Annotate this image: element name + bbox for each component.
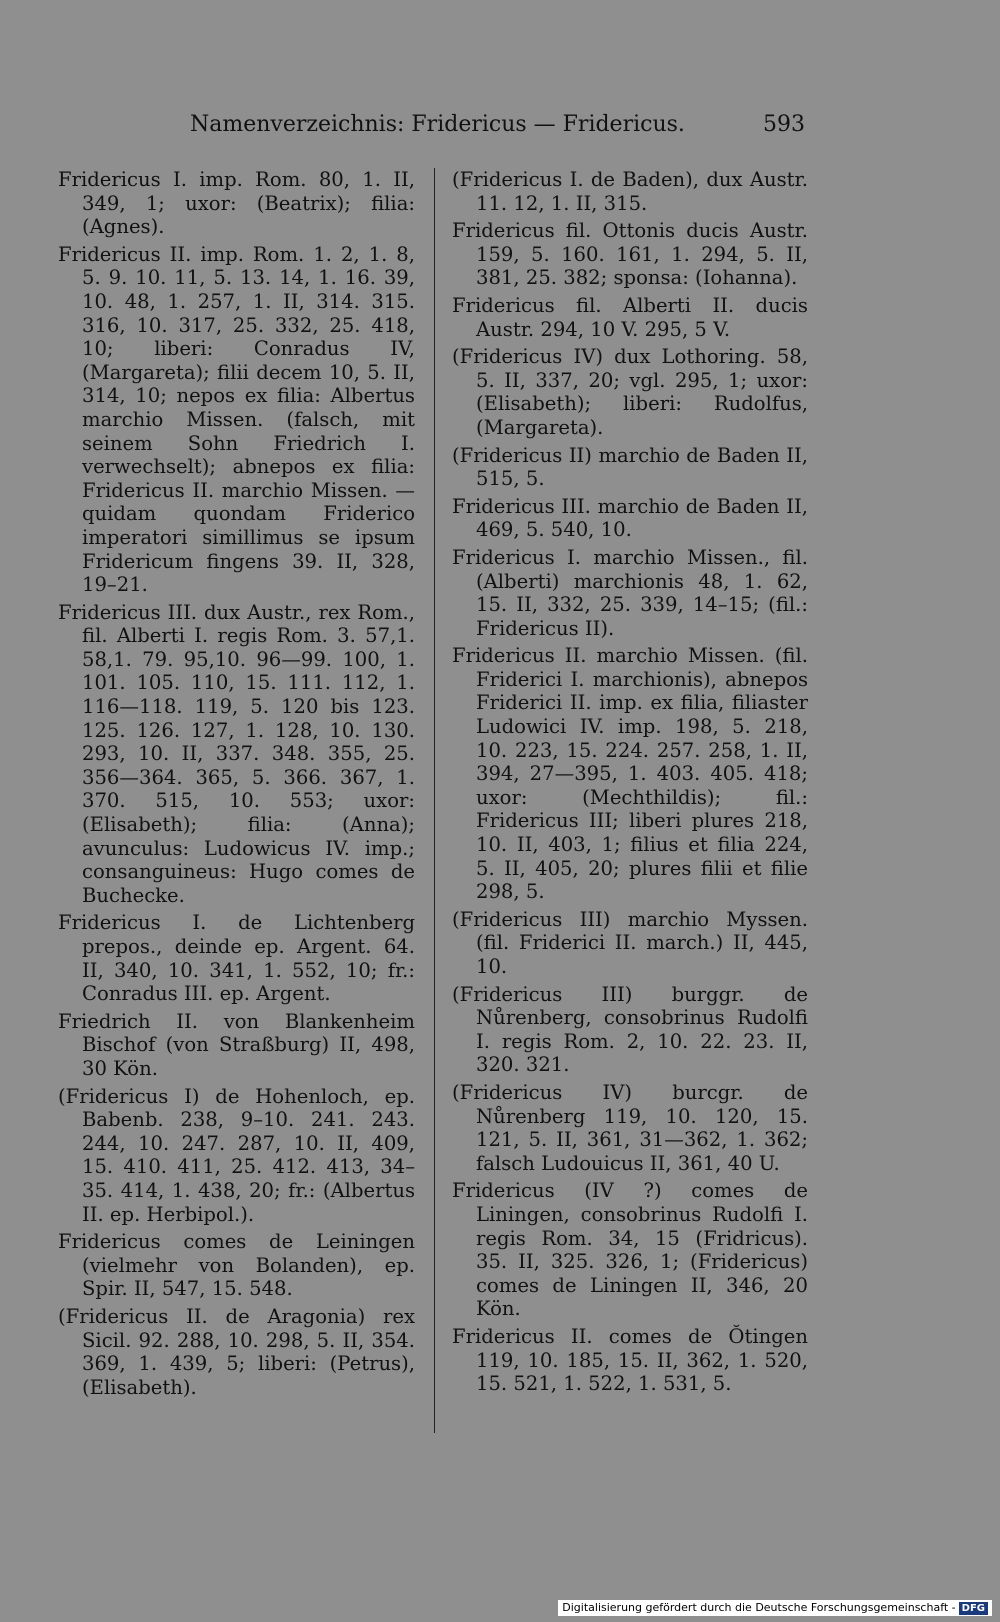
index-entry: Fridericus I. imp. Rom. 80, 1. II, 349, 1; uxor: (Beatrix); filia: (Agnes).: [58, 168, 415, 239]
right-column: [452, 168, 808, 1400]
page-number: 593: [763, 112, 805, 137]
index-entry: (Fridericus III) marchio Myssen. (fil. Friderici II. march.) II, 445, 10.: [452, 907, 808, 978]
index-entry: Fridericus II. comes de Ŏtingen 119, 10. 185, 15. II, 362, 1. 520, 15. 521, 1. 522, 1. 531, 5.: [452, 1324, 808, 1396]
index-entry: (Fridericus I. de Baden), dux Austr. 11. 12, 1. II, 315.: [452, 168, 808, 215]
index-entry: (Fridericus II. de Aragonia) rex Sicil. 92. 288, 10. 298, 5. II, 354. 369, 1. 439, 5; liberi: (Petrus), (Elisabeth).: [58, 1304, 415, 1399]
index-entry: Fridericus III. dux Austr., rex Rom., fil. Alberti I. regis Rom. 3. 57,1. 58,1. 79. 95,10. 96—99. 100, 1. 101. 105. 110, 15. 111. 112, 1. 116—118. 119, 5. 120 bis 123. 125. 126. 127, 1. 128, 10. 130. 293, 10. II, 337. 348. 355, 25. 356—364. 365, 5. 366. 367, 1. 370. 515, 10. 553; uxor: (Elisabeth); filia: (Anna); avunculus: Ludowicus IV. imp.; consanguineus: Hugo comes de Buchecke.: [58, 600, 415, 907]
digitization-footer: [558, 1600, 992, 1616]
index-entry: (Fridericus III) burggr. de Nůrenberg, consobrinus Rudolfi I. regis Rom. 2, 10. 22. 23. II, 320. 321.: [452, 982, 808, 1077]
left-column: [58, 168, 415, 1403]
index-entry: (Fridericus II) marchio de Baden II, 515, 5.: [452, 443, 808, 491]
index-entry: Friedrich II. von Blankenheim Bischof (von Straßburg) II, 498, 30 Kön.: [58, 1009, 415, 1080]
index-entry: Fridericus II. marchio Missen. (fil. Friderici I. marchionis), abnepos Friderici II. imp. ex filia, filiaster Ludowici IV. imp. 198, 5. 218, 10. 223, 15. 224. 257. 258, 1. II, 394, 27—395, 1. 403. 405. 418; uxor: (Mechthildis); fil.: Fridericus III; liberi plures 218, 10. II, 403, 1; filius et filia 224, 5. II, 405, 20; plures filii et filie 298, 5.: [452, 644, 808, 904]
index-entry: Fridericus fil. Ottonis ducis Austr. 159, 5. 160. 161, 1. 294, 5. II, 381, 25. 382; sponsa: (Iohanna).: [452, 219, 808, 290]
column-divider: [434, 168, 435, 1433]
index-entry: (Fridericus I) de Hohenloch, ep. Babenb. 238, 9–10. 241. 243. 244, 10. 247. 287, 10. II, 409, 15. 410. 411, 25. 412. 413, 34–35. 414, 1. 438, 20; fr.: (Albertus II. ep. Herbipol.).: [58, 1084, 415, 1226]
index-entry: Fridericus fil. Alberti II. ducis Austr. 294, 10 V. 295, 5 V.: [452, 293, 808, 341]
running-title: Namenverzeichnis: Fridericus — Fridericus.: [190, 112, 685, 137]
dfg-logo: DFG: [959, 1602, 988, 1615]
footer-text: Digitalisierung gefördert durch die Deutsche Forschungsgemeinschaft -: [562, 1601, 956, 1614]
index-entry: (Fridericus IV) dux Lothoring. 58, 5. II, 337, 20; vgl. 295, 1; uxor: (Elisabeth); liberi: Rudolfus, (Margareta).: [452, 345, 808, 439]
page-header: [190, 112, 805, 148]
index-entry: (Fridericus IV) burcgr. de Nůrenberg 119, 10. 120, 15. 121, 5. II, 361, 31—362, 1. 362; falsch Ludouicus II, 361, 40 U.: [452, 1080, 808, 1175]
index-entry: Fridericus III. marchio de Baden II, 469, 5. 540, 10.: [452, 494, 808, 542]
index-entry: Fridericus I. marchio Missen., fil. (Alberti) marchionis 48, 1. 62, 15. II, 332, 25. 339, 14–15; (fil.: Fridericus II).: [452, 545, 808, 640]
index-entry: Fridericus (IV ?) comes de Liningen, consobrinus Rudolfi I. regis Rom. 34, 15 (Fridricus). 35. II, 325. 326, 1; (Fridericus) comes de Liningen II, 346, 20 Kön.: [452, 1179, 808, 1321]
index-entry: Fridericus II. imp. Rom. 1. 2, 1. 8, 5. 9. 10. 11, 5. 13. 14, 1. 16. 39, 10. 48, 1. 257, 1. II, 314. 315. 316, 10. 317, 25. 332, 25. 418, 10; liberi: Conradus IV, (Margareta); filii decem 10, 5. II, 314, 10; nepos ex filia: Albertus marchio Missen. (falsch, mit seinem Sohn Friedrich I. verwechselt); abnepos ex filia: Fridericus II. marchio Missen. — quidam quondam Friderico imperatori simillimus se ipsum Fridericum fingens 39. II, 328, 19–21.: [58, 242, 415, 597]
index-entry: Fridericus comes de Leiningen (vielmehr von Bolanden), ep. Spir. II, 547, 15. 548.: [58, 1230, 415, 1301]
index-entry: Fridericus I. de Lichtenberg prepos., deinde ep. Argent. 64. II, 340, 10. 341, 1. 552, 10; fr.: Conradus III. ep. Argent.: [58, 911, 415, 1006]
